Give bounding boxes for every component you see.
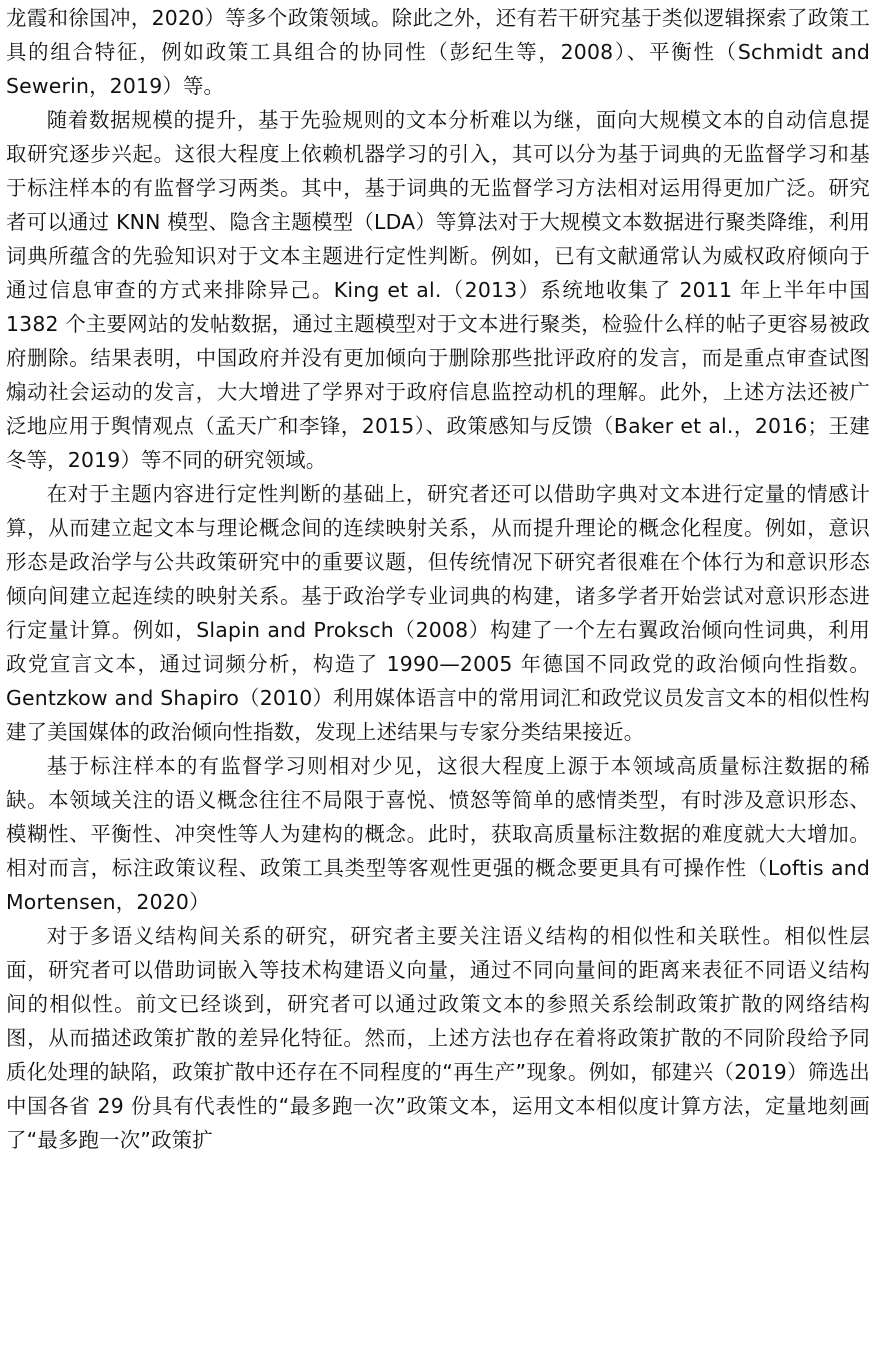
- paragraph-1: 龙霞和徐国冲，2020）等多个政策领域。除此之外，还有若干研究基于类似逻辑探索了政策工具的组合特征，例如政策工具组合的协同性（彭纪生等，2008）、平衡性（Schmidt and Sewerin，2019）等。: [6, 6, 870, 98]
- paragraph-4: 基于标注样本的有监督学习则相对少见，这很大程度上源于本领域高质量标注数据的稀缺。本领域关注的语义概念往往不局限于喜悦、愤怒等简单的感情类型，有时涉及意识形态、模糊性、平衡性、冲突性等人为建构的概念。此时，获取高质量标注数据的难度就大大增加。相对而言，标注政策议程、政策工具类型等客观性更强的概念要更具有可操作性（Loftis and Mortensen，2020）: [6, 754, 870, 914]
- paragraph-3: 在对于主题内容进行定性判断的基础上，研究者还可以借助字典对文本进行定量的情感计算，从而建立起文本与理论概念间的连续映射关系，从而提升理论的概念化程度。例如，意识形态是政治学与公共政策研究中的重要议题，但传统情况下研究者很难在个体行为和意识形态倾向间建立起连续的映射关系。基于政治学专业词典的构建，诸多学者开始尝试对意识形态进行定量计算。例如，Slapin and Proksch（2008）构建了一个左右翼政治倾向性词典，利用政党宣言文本，通过词频分析，构造了 1990—2005 年德国不同政党的政治倾向性指数。Gentzkow and Shapiro（2010）利用媒体语言中的常用词汇和政党议员发言文本的相似性构建了美国媒体的政治倾向性指数，发现上述结果与专家分类结果接近。: [6, 482, 870, 744]
- paragraph-2: 随着数据规模的提升，基于先验规则的文本分析难以为继，面向大规模文本的自动信息提取研究逐步兴起。这很大程度上依赖机器学习的引入，其可以分为基于词典的无监督学习和基于标注样本的有监督学习两类。其中，基于词典的无监督学习方法相对运用得更加广泛。研究者可以通过 KNN 模型、隐含主题模型（LDA）等算法对于大规模文本数据进行聚类降维，利用词典所蕴含的先验知识对于文本主题进行定性判断。例如，已有文献通常认为威权政府倾向于通过信息审查的方式来排除异己。King et al.（2013）系统地收集了 2011 年上半年中国 1382 个主要网站的发帖数据，通过主题模型对于文本进行聚类，检验什么样的帖子更容易被政府删除。结果表明，中国政府并没有更加倾向于删除那些批评政府的发言，而是重点审查试图煽动社会运动的发言，大大增进了学界对于政府信息监控动机的理解。此外，上述方法还被广泛地应用于舆情观点（孟天广和李锋，2015）、政策感知与反馈（Baker et al.，2016；王建冬等，2019）等不同的研究领域。: [6, 108, 870, 472]
- paragraph-5: 对于多语义结构间关系的研究，研究者主要关注语义结构的相似性和关联性。相似性层面，研究者可以借助词嵌入等技术构建语义向量，通过不同向量间的距离来表征不同语义结构间的相似性。前文已经谈到，研究者可以通过政策文本的参照关系绘制政策扩散的网络结构图，从而描述政策扩散的差异化特征。然而，上述方法也存在着将政策扩散的不同阶段给予同质化处理的缺陷，政策扩散中还存在不同程度的“再生产”现象。例如，郁建兴（2019）筛选出中国各省 29 份具有代表性的“最多跑一次”政策文本，运用文本相似度计算方法，定量地刻画了“最多跑一次”政策扩: [6, 924, 870, 1152]
